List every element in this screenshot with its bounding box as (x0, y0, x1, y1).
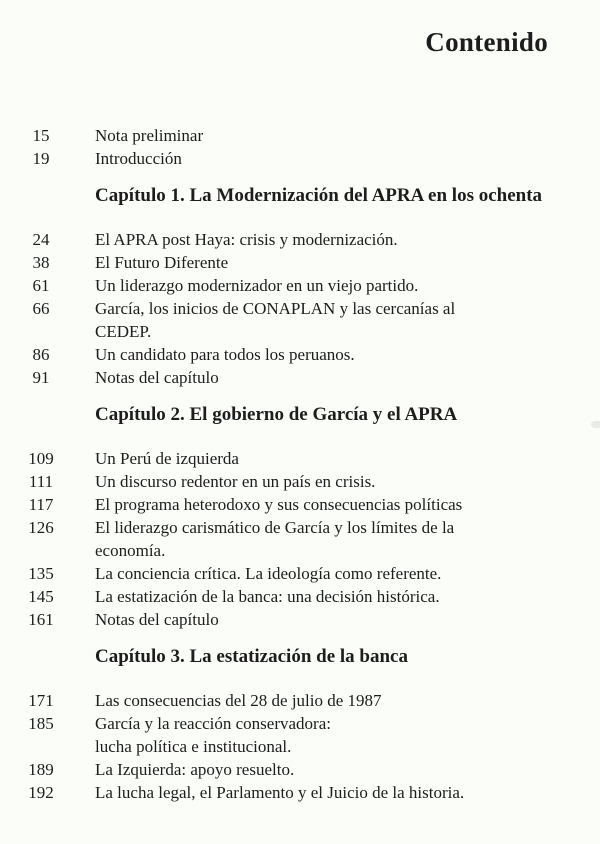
toc-page-number-empty (16, 735, 66, 758)
toc-page-number: 15 (32, 126, 50, 145)
toc-entry (0, 366, 600, 389)
chapter-heading: Capítulo 2. El gobierno de García y el APRA (95, 404, 458, 425)
chapter-heading: Capítulo 3. La estatización de la banca (95, 646, 408, 667)
toc-entry (0, 516, 600, 539)
toc-page-number: 86 (32, 345, 50, 364)
toc-page-number: 19 (32, 149, 50, 168)
toc-page-number: 117 (28, 495, 54, 514)
toc-entry-title: El liderazgo carismático de García y los límites de la (95, 518, 455, 537)
toc-page-number-empty (16, 539, 66, 562)
toc-page-number: 161 (28, 610, 54, 629)
toc-page-number: 126 (28, 518, 54, 537)
toc-page-number: 145 (28, 587, 54, 606)
toc-entry (0, 562, 600, 585)
page-title: Contenido (425, 27, 548, 57)
toc-page-number: 111 (28, 472, 54, 491)
toc-page-number: 192 (28, 783, 54, 802)
toc-entry-title: El APRA post Haya: crisis y modernización. (95, 230, 398, 249)
toc-entry-title: El programa heterodoxo y sus consecuencias políticas (95, 495, 463, 514)
toc-entry (0, 608, 600, 631)
toc-entry (0, 228, 600, 251)
toc-page-number: 66 (32, 299, 50, 318)
toc-entry-title: García, los inicios de CONAPLAN y las cercanías al (95, 299, 456, 318)
toc-entry (0, 712, 600, 735)
toc-entry (0, 274, 600, 297)
toc-page-number: 91 (32, 368, 50, 387)
toc-entry (0, 470, 600, 493)
toc-page-number: 24 (32, 230, 50, 249)
toc-entry (0, 297, 600, 320)
toc-entry (0, 585, 600, 608)
toc-entry-title: lucha política e institucional. (95, 737, 292, 756)
toc-page-number: 189 (28, 760, 54, 779)
toc-entry-title: Un candidato para todos los peruanos. (95, 345, 355, 364)
toc-entry-title: La conciencia crítica. La ideología como referente. (95, 564, 442, 583)
toc-entry (0, 689, 600, 712)
toc-entry-continuation (0, 735, 600, 758)
toc-entry-title: CEDEP. (95, 322, 152, 341)
toc-entry-title: La estatización de la banca: una decisión histórica. (95, 587, 440, 606)
toc-entry-title: economía. (95, 541, 166, 560)
toc-entry (0, 447, 600, 470)
toc-page-number: 61 (32, 276, 50, 295)
toc-entry (0, 147, 600, 170)
toc-page-number: 185 (28, 714, 54, 733)
toc-entry (0, 343, 600, 366)
toc-page-number-empty (16, 320, 66, 343)
toc-entry-continuation (0, 320, 600, 343)
toc-entry-title: Las consecuencias del 28 de julio de 1987 (95, 691, 382, 710)
toc-list (0, 124, 600, 804)
toc-entry (0, 251, 600, 274)
toc-entry (0, 493, 600, 516)
toc-entry-title: El Futuro Diferente (95, 253, 229, 272)
toc-entry-title: García y la reacción conservadora: (95, 714, 331, 733)
toc-page-number: 38 (32, 253, 50, 272)
toc-page-number: 135 (28, 564, 54, 583)
toc-entry-title: Un discurso redentor en un país en crisis. (95, 472, 376, 491)
toc-page-number: 109 (28, 449, 54, 468)
toc-entry (0, 124, 600, 147)
toc-entry-title: Notas del capítulo (95, 610, 219, 629)
chapter-heading: Capítulo 1. La Modernización del APRA en los ochenta (95, 185, 543, 206)
toc-entry-title: La Izquierda: apoyo resuelto. (95, 760, 295, 779)
toc-entry-title: Un Perú de izquierda (95, 449, 239, 468)
toc-entry (0, 781, 600, 804)
toc-page-number: 171 (28, 691, 54, 710)
toc-entry-continuation (0, 539, 600, 562)
toc-entry-title: La lucha legal, el Parlamento y el Juicio de la historia. (95, 783, 465, 802)
toc-entry (0, 758, 600, 781)
scan-smudge (591, 421, 600, 428)
toc-entry-title: Introducción (95, 149, 182, 168)
toc-entry-title: Notas del capítulo (95, 368, 219, 387)
toc-entry-title: Un liderazgo modernizador en un viejo partido. (95, 276, 419, 295)
toc-entry-title: Nota preliminar (95, 126, 204, 145)
